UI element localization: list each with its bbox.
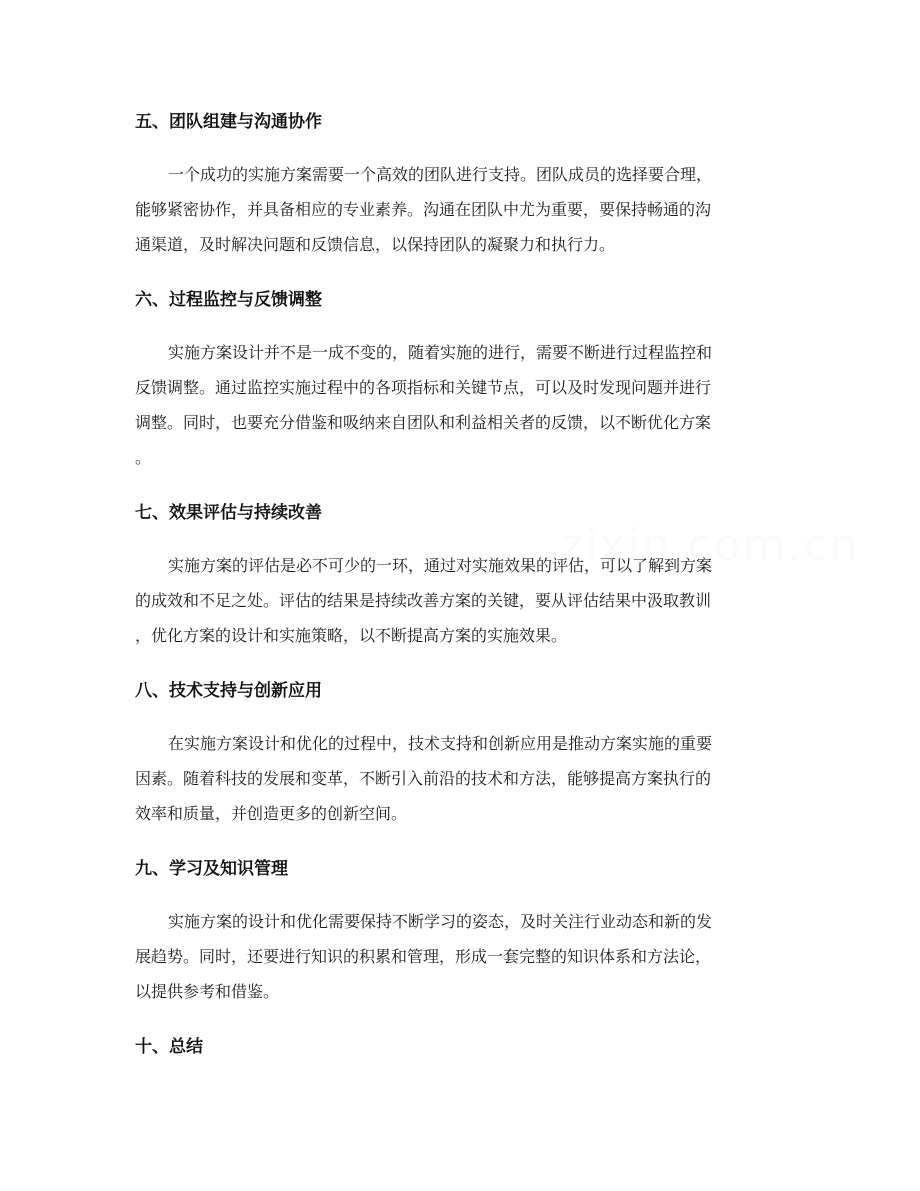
section-heading: 九、学习及知识管理 (135, 859, 288, 879)
paragraph-line: 能够紧密协作，并具备相应的专业素养。沟通在团队中尤为重要，要保持畅通的沟 (135, 200, 712, 219)
paragraph-line: 调整。同时，也要充分借鉴和吸纳来自团队和利益相关者的反馈，以不断优化方案 (135, 413, 712, 432)
paragraph-line: 效率和质量，并创造更多的创新空间。 (135, 804, 408, 823)
paragraph-line: 因素。随着科技的发展和变革，不断引入前沿的技术和方法，能够提高方案执行的 (135, 769, 712, 788)
section-10 (135, 1031, 787, 1063)
section-paragraph (135, 335, 787, 475)
section-paragraph (135, 904, 787, 1009)
section-7 (135, 497, 787, 653)
section-heading: 五、团队组建与沟通协作 (135, 112, 322, 132)
paragraph-line: 的成效和不足之处。评估的结果是持续改善方案的关键，要从评估结果中汲取教训 (135, 591, 712, 610)
section-paragraph (135, 157, 787, 262)
paragraph-line: 实施方案设计并不是一成不变的，随着实施的进行，需要不断进行过程监控和 (168, 343, 713, 362)
section-6 (135, 284, 787, 475)
section-9 (135, 853, 787, 1009)
document-body (135, 106, 787, 1082)
paragraph-line: 以提供参考和借鉴。 (135, 982, 280, 1001)
paragraph-line: 反馈调整。通过监控实施过程中的各项指标和关键节点，可以及时发现问题并进行 (135, 378, 712, 397)
paragraph-line: 展趋势。同时，还要进行知识的积累和管理，形成一套完整的知识体系和方法论， (135, 947, 712, 966)
section-paragraph (135, 548, 787, 653)
paragraph-line: 实施方案的评估是必不可少的一环，通过对实施效果的评估，可以了解到方案 (168, 556, 713, 575)
paragraph-line: 通渠道，及时解决问题和反馈信息，以保持团队的凝聚力和执行力。 (135, 235, 616, 254)
paragraph-line: 在实施方案设计和优化的过程中，技术支持和创新应用是推动方案实施的重要 (168, 734, 713, 753)
paragraph-line: 。 (135, 448, 152, 467)
section-paragraph (135, 726, 787, 831)
section-8 (135, 675, 787, 831)
section-heading: 七、效果评估与持续改善 (135, 503, 322, 523)
section-heading: 八、技术支持与创新应用 (135, 681, 322, 701)
paragraph-line: ，优化方案的设计和实施策略，以不断提高方案的实施效果。 (135, 626, 568, 645)
section-heading: 十、总结 (135, 1037, 203, 1057)
paragraph-line: 实施方案的设计和优化需要保持不断学习的姿态，及时关注行业动态和新的发 (168, 912, 713, 931)
section-5 (135, 106, 787, 262)
paragraph-line: 一个成功的实施方案需要一个高效的团队进行支持。团队成员的选择要合理， (168, 165, 713, 184)
section-heading: 六、过程监控与反馈调整 (135, 290, 322, 310)
